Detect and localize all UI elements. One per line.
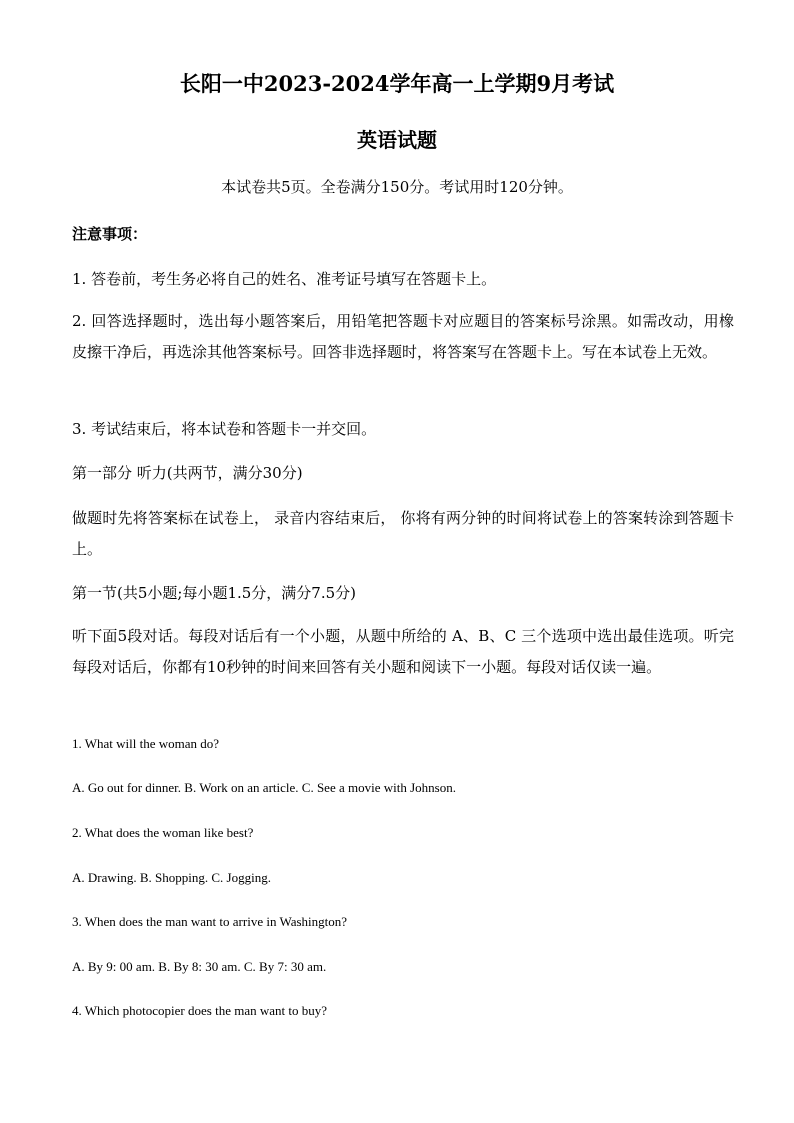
question-3-stem: 3. When does the man want to arrive in Washington? [72,914,348,929]
notice-item-3: 3. 考试结束后，将本试卷和答题卡一并交回。 [72,420,377,438]
part1-instruction: 做题时先将答案标在试卷上， 录音内容结束后， 你将有两分钟的时间将试卷上的答案转涂到答题卡上。 [72,509,734,558]
part1-heading: 第一部分 听力(共两节，满分30分) [72,464,303,482]
exam-info: 本试卷共5页。全卷满分150分。考试用时120分钟。 [221,178,573,196]
question-4-stem: 4. Which photocopier does the man want to buy? [72,1003,328,1018]
notice-item-1: 1. 答卷前，考生务必将自己的姓名、准考证号填写在答题卡上。 [72,270,497,288]
section1-heading: 第一节(共5小题;每小题1.5分，满分7.5分) [72,584,357,602]
exam-title: 长阳一中2023-2024学年高一上学期9月考试 [179,71,615,96]
question-2-stem: 2. What does the woman like best? [72,825,254,840]
notice-heading: 注意事项： [72,225,148,243]
question-1-stem: 1. What will the woman do? [72,736,220,751]
exam-subtitle: 英语试题 [357,128,437,152]
section1-instruction: 听下面5段对话。每段对话后有一个小题，从题中所给的 A、B、C 三个选项中选出最佳选项。听完每段对话后，你都有10秒钟的时间来回答有关小题和阅读下一小题。每段对话仅读一遍。 [72,627,734,676]
question-1-options: A. Go out for dinner. B. Work on an article. C. See a movie with Johnson. [72,780,456,795]
question-2-options: A. Drawing. B. Shopping. C. Jogging. [72,870,271,885]
question-3-options: A. By 9: 00 am. B. By 8: 30 am. C. By 7: 30 am. [72,959,327,974]
notice-item-2: 2. 回答选择题时，选出每小题答案后，用铅笔把答题卡对应题目的答案标号涂黑。如需改动，用橡皮擦干净后，再选涂其他答案标号。回答非选择题时，将答案写在答题卡上。写在本试卷上无效。 [72,312,734,361]
